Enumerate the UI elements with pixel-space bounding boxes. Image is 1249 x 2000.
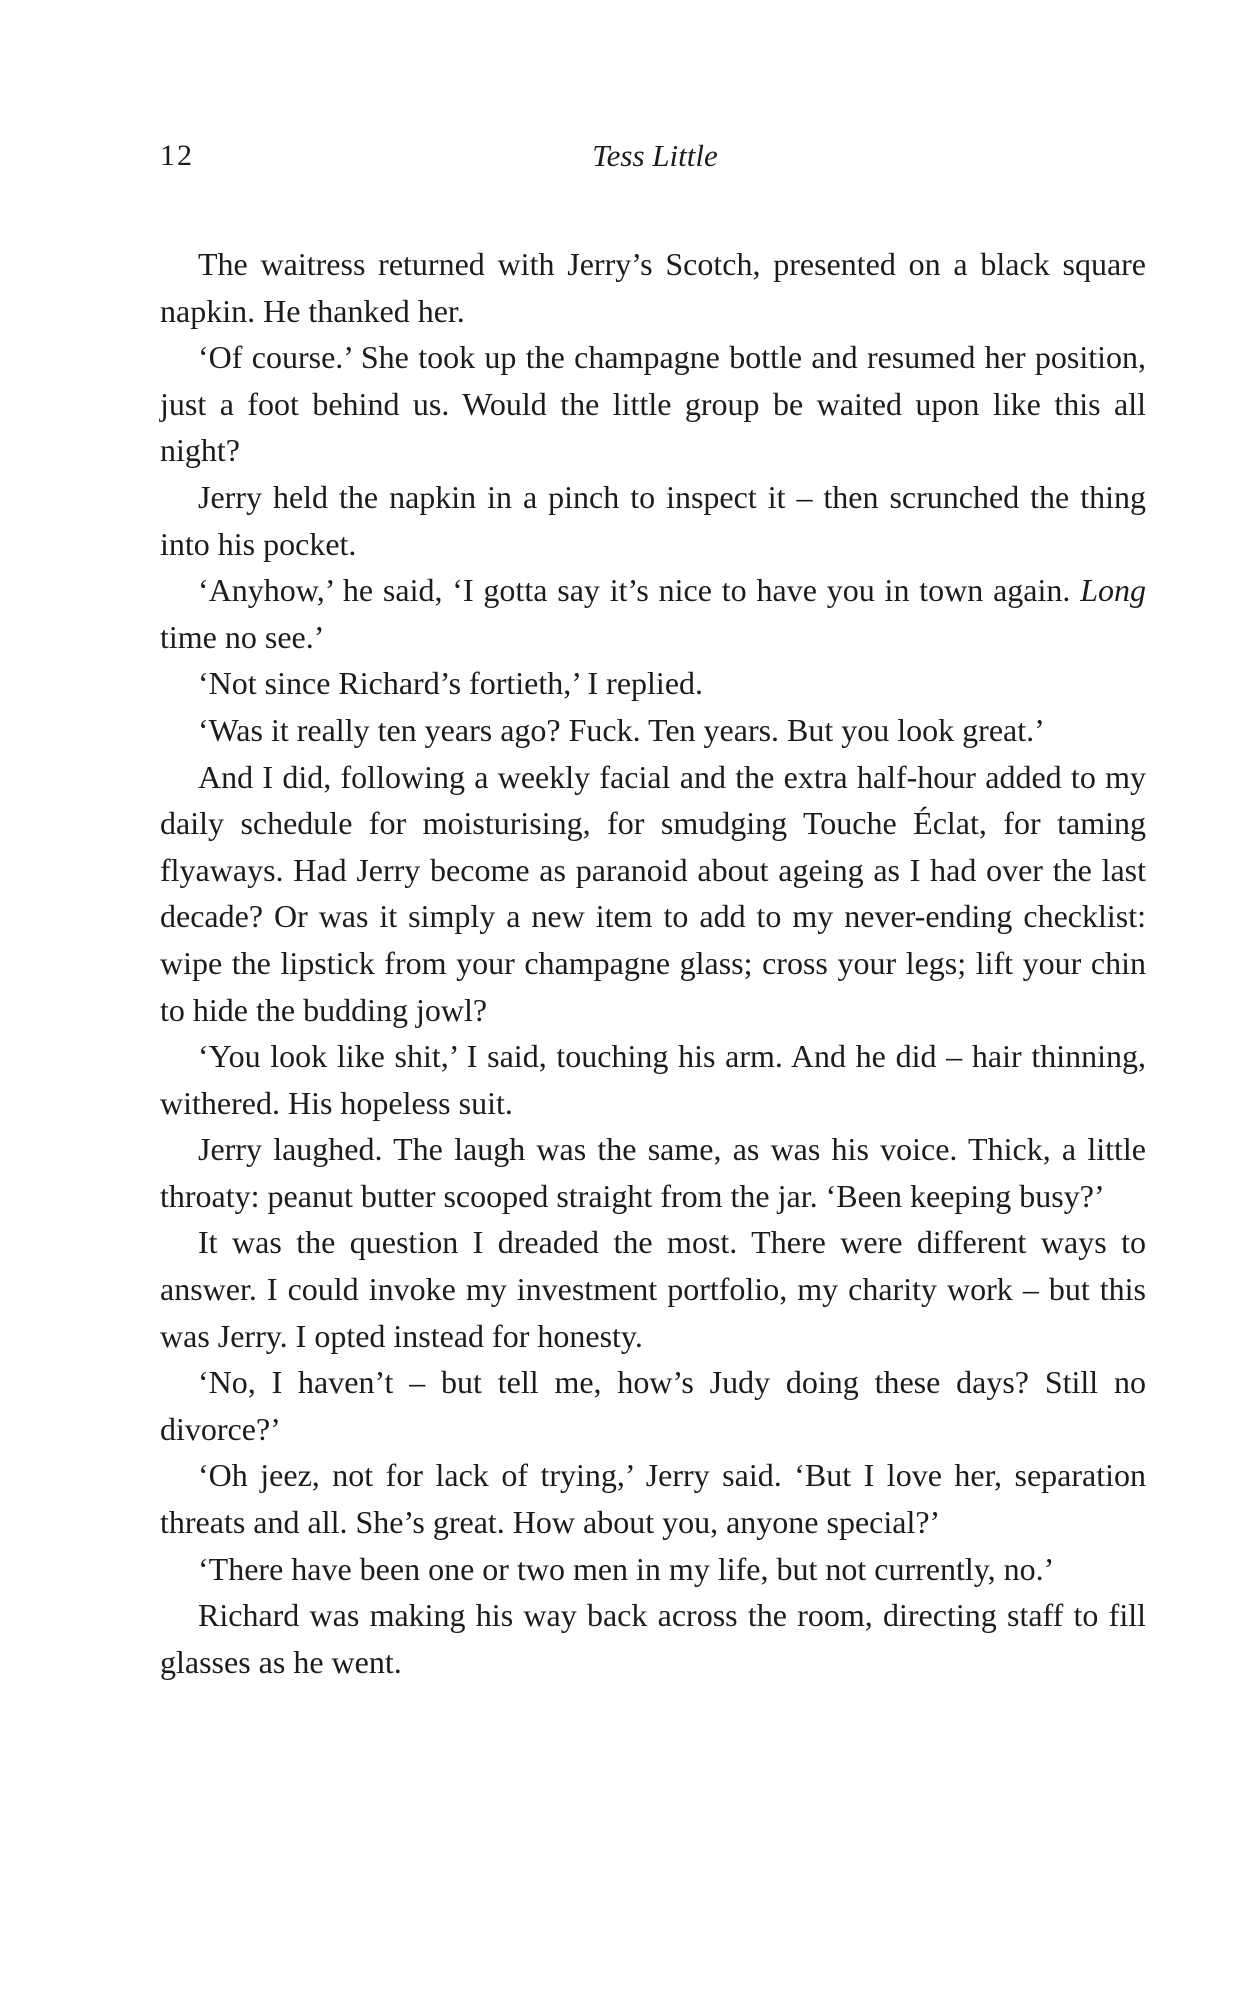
paragraph: ‘Of course.’ She took up the champagne bottle and resumed her position, just a foot behind us. Would the little group be waited upon like this all night?	[160, 339, 1146, 469]
paragraph	[160, 567, 1146, 660]
paragraph: The waitress returned with Jerry’s Scotch, presented on a black square napkin. He thanked her.	[160, 246, 1146, 329]
paragraph: Richard was making his way back across the room, directing staff to fill glasses as he went.	[160, 1597, 1146, 1680]
paragraph: Jerry held the napkin in a pinch to inspect it – then scrunched the thing into his pocket.	[160, 478, 1146, 562]
paragraph: Jerry laughed. The laugh was the same, as was his voice. Thick, a little throaty: peanut butter scooped straight from the jar. ‘Been keeping busy?’	[160, 1131, 1146, 1214]
page-header	[160, 136, 1150, 176]
paragraph-text: ‘Anyhow,’ he said, ‘I gotta say it’s nice to have you in town again.	[198, 572, 1081, 609]
paragraph: And I did, following a weekly facial and the extra half-hour added to my daily schedule for moisturising, for smudging Touche Éclat, for taming flyaways. Had Jerry become as paranoid about ageing as I had over the last decade? Or was it simply a new item to add to my never-ending checklist: wipe the lipstick from your champagne glass; cross your legs; lift your chin to hide the budding jowl?	[160, 758, 1146, 1028]
running-head-author: Tess Little	[592, 138, 718, 173]
paragraph: It was the question I dreaded the most. There were different ways to answer. I could invoke my investment portfolio, my charity work – but this was Jerry. I opted instead for honesty.	[160, 1224, 1146, 1354]
paragraph-text: time no see.’	[160, 618, 325, 655]
paragraph: ‘You look like shit,’ I said, touching his arm. And he did – hair thinning, withered. His hopeless suit.	[160, 1038, 1146, 1121]
page-number: 12	[160, 139, 194, 172]
paragraph: ‘There have been one or two men in my life, but not currently, no.’	[198, 1550, 1055, 1587]
body-text	[160, 241, 1146, 1685]
emphasis-text: Long	[1080, 572, 1146, 609]
paragraph: ‘No, I haven’t – but tell me, how’s Judy doing these days? Still no divorce?’	[160, 1364, 1146, 1447]
paragraph: ‘Was it really ten years ago? Fuck. Ten years. But you look great.’	[198, 711, 1045, 748]
paragraph: ‘Not since Richard’s fortieth,’ I replied.	[198, 665, 704, 702]
paragraph: ‘Oh jeez, not for lack of trying,’ Jerry said. ‘But I love her, separation threats and all. She’s great. How about you, anyone special?’	[160, 1457, 1146, 1541]
